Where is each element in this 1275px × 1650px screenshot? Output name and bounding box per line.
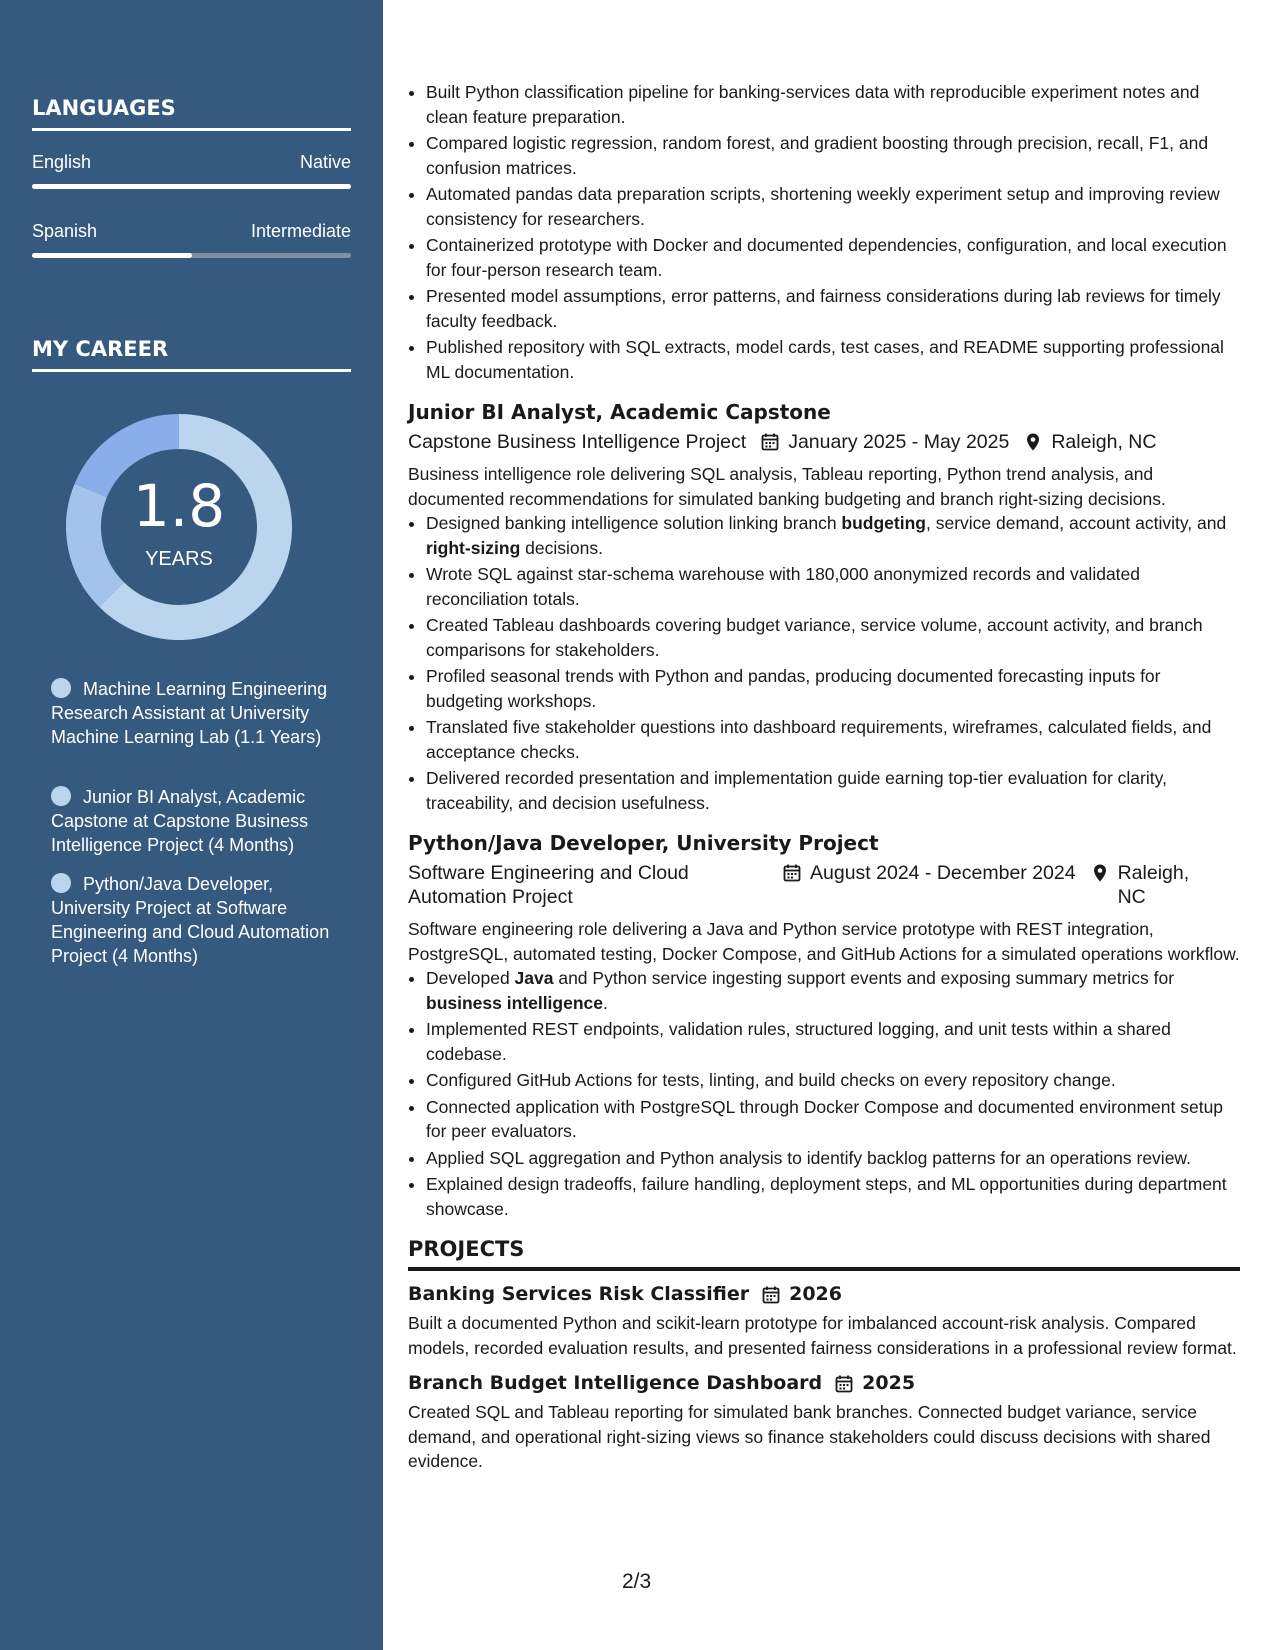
job-title: Junior BI Analyst, Academic Capstone xyxy=(408,400,831,424)
calendar-icon xyxy=(834,1374,854,1394)
job-dates xyxy=(760,430,1009,454)
bullet-item xyxy=(426,966,1240,1015)
job-description: Software engineering role delivering a Java and Python service prototype with REST integration, PostgreSQL, automated testing, Docker Compose, and GitHub Actions for a simulated operations workflow. xyxy=(408,919,1240,964)
bullet-item: • Wrote SQL against star-schema warehouse with 180,000 anonymized records and validated reconciliation totals. xyxy=(426,562,1240,611)
job1-bullet-list xyxy=(408,80,1240,384)
language-name: Spanish xyxy=(32,221,98,241)
job-location xyxy=(1090,861,1200,909)
bullet-text: . xyxy=(603,992,608,1013)
language-proficiency-bar-english xyxy=(32,184,351,189)
project-year-text: 2025 xyxy=(862,1372,916,1394)
language-row-english xyxy=(32,152,351,173)
bullet-keyword: business intelligence xyxy=(426,992,603,1013)
sidebar xyxy=(0,0,383,1650)
bullet-item: • Compared logistic regression, random forest, and gradient boosting through precision, recall, F1, and confusion matrices. xyxy=(426,131,1240,180)
bullet-keyword: budgeting xyxy=(841,513,926,533)
bullet-text: Developed xyxy=(426,968,515,988)
job-location-text: Raleigh, NC xyxy=(1117,862,1190,908)
job-meta xyxy=(408,430,1240,454)
bullet-text: Designed banking intelligence solution linking branch xyxy=(426,513,842,533)
job3-bullet-list xyxy=(408,966,1240,1221)
bullet-item: • Translated five stakeholder questions into dashboard requirements, wireframes, calculated fields, and acceptance checks. xyxy=(426,715,1240,764)
career-dot-icon xyxy=(51,873,71,893)
bullet-item: • Configured GitHub Actions for tests, linting, and build checks on every repository change. xyxy=(426,1068,1240,1093)
project-description: Built a documented Python and scikit-learn prototype for imbalanced account-risk analysis. Compared models, recorded evaluation results, and presented fairness considerations in a professional review format. xyxy=(408,1313,1237,1358)
career-heading: MY CAREER xyxy=(32,337,351,372)
projects-heading: PROJECTS xyxy=(408,1235,1240,1271)
bullet-item xyxy=(426,511,1240,560)
career-item-text: Junior BI Analyst, Academic Capstone at Capstone Business Intelligence Project (4 Months) xyxy=(51,787,309,855)
career-total-value: 1.8 xyxy=(132,472,226,540)
project-year xyxy=(761,1281,842,1307)
career-item xyxy=(51,785,331,857)
career-item-text: Python/Java Developer, University Project at Software Engineering and Cloud Automation Project (4 Months) xyxy=(51,874,330,966)
language-name: English xyxy=(32,152,92,172)
calendar-icon xyxy=(782,863,802,883)
bullet-item: • Created Tableau dashboards covering budget variance, service volume, account activity, and branch comparisons for stakeholders. xyxy=(426,613,1240,662)
proficiency-fill xyxy=(32,253,192,258)
project-description: Created SQL and Tableau reporting for simulated bank branches. Connected budget variance, service demand, and operational right-sizing views so finance stakeholders could discuss decisions with shared evidence. xyxy=(408,1402,1211,1471)
bullet-item: • Explained design tradeoffs, failure handling, deployment steps, and ML opportunities during department showcase. xyxy=(426,1172,1240,1221)
job-company: Capstone Business Intelligence Project xyxy=(408,431,747,453)
main-content xyxy=(408,80,1240,1474)
language-level: Native xyxy=(299,152,351,172)
job-dates-text: August 2024 - December 2024 xyxy=(810,862,1076,884)
career-item xyxy=(51,677,331,749)
career-item xyxy=(51,872,331,968)
job-location-text: Raleigh, NC xyxy=(1051,431,1157,453)
career-total-unit: YEARS xyxy=(145,548,213,570)
career-donut-chart xyxy=(66,414,292,640)
language-proficiency-bar-spanish xyxy=(32,253,351,258)
bullet-item: • Automated pandas data preparation scripts, shortening weekly experiment setup and improving review consistency for researchers. xyxy=(426,182,1240,231)
job-dates xyxy=(782,861,1076,885)
project-year xyxy=(834,1370,915,1396)
bullet-item: • Profiled seasonal trends with Python and pandas, producing documented forecasting inputs for budgeting workshops. xyxy=(426,664,1240,713)
career-item-text: Machine Learning Engineering Research Assistant at University Machine Learning Lab (1.1 Years) xyxy=(51,679,328,747)
calendar-icon xyxy=(760,432,780,452)
bullet-item: • Containerized prototype with Docker and documented dependencies, configuration, and local execution for four-person research team. xyxy=(426,233,1240,282)
bullet-text: , service demand, account activity, and xyxy=(925,513,1227,533)
bullet-text: decisions. xyxy=(520,537,603,558)
project-title: Branch Budget Intelligence Dashboard xyxy=(408,1372,823,1394)
bullet-item: • Implemented REST endpoints, validation rules, structured logging, and unit tests within a shared codebase. xyxy=(426,1017,1240,1066)
job-meta xyxy=(408,861,1240,909)
bullet-item: • Built Python classification pipeline for banking-services data with reproducible experiment notes and clean feature preparation. xyxy=(426,80,1240,129)
career-dot-icon xyxy=(51,678,71,698)
proficiency-fill xyxy=(32,184,351,189)
language-row-spanish xyxy=(32,221,351,242)
languages-heading: LANGUAGES xyxy=(32,96,351,131)
project-header xyxy=(408,1370,1240,1396)
job-description: Business intelligence role delivering SQL analysis, Tableau reporting, Python trend analysis, and documented recommendations for simulated banking budgeting and branch right-sizing decisions. xyxy=(408,464,1166,509)
career-dot-icon xyxy=(51,786,71,806)
bullet-keyword: Java xyxy=(514,968,554,988)
language-level: Intermediate xyxy=(250,221,351,241)
project-year-text: 2026 xyxy=(789,1283,842,1305)
location-pin-icon xyxy=(1090,863,1110,883)
project-title: Banking Services Risk Classifier xyxy=(408,1283,750,1305)
job-dates-text: January 2025 - May 2025 xyxy=(788,431,1010,453)
job-company: Software Engineering and Cloud Automation Project xyxy=(408,862,689,908)
job2-bullet-list xyxy=(408,511,1240,815)
bullet-text: and Python service ingesting support events and exposing summary metrics for xyxy=(553,968,1175,988)
calendar-icon xyxy=(761,1285,781,1305)
bullet-item: • Delivered recorded presentation and implementation guide earning top-tier evaluation for clarity, traceability, and decision usefulness. xyxy=(426,766,1240,815)
bullet-item: • Applied SQL aggregation and Python analysis to identify backlog patterns for an operations review. xyxy=(426,1146,1240,1171)
job-location xyxy=(1023,430,1156,454)
page-number: 2/3 xyxy=(622,1570,652,1593)
bullet-item: • Published repository with SQL extracts, model cards, test cases, and README supporting professional ML documentation. xyxy=(426,335,1240,384)
job-title: Python/Java Developer, University Project xyxy=(408,831,879,855)
bullet-item: • Connected application with PostgreSQL through Docker Compose and documented environment setup for peer evaluators. xyxy=(426,1095,1240,1144)
location-pin-icon xyxy=(1023,432,1043,452)
project-header xyxy=(408,1281,1240,1307)
bullet-keyword: right-sizing xyxy=(426,537,521,558)
bullet-item: • Presented model assumptions, error patterns, and fairness considerations during lab reviews for timely faculty feedback. xyxy=(426,284,1240,333)
